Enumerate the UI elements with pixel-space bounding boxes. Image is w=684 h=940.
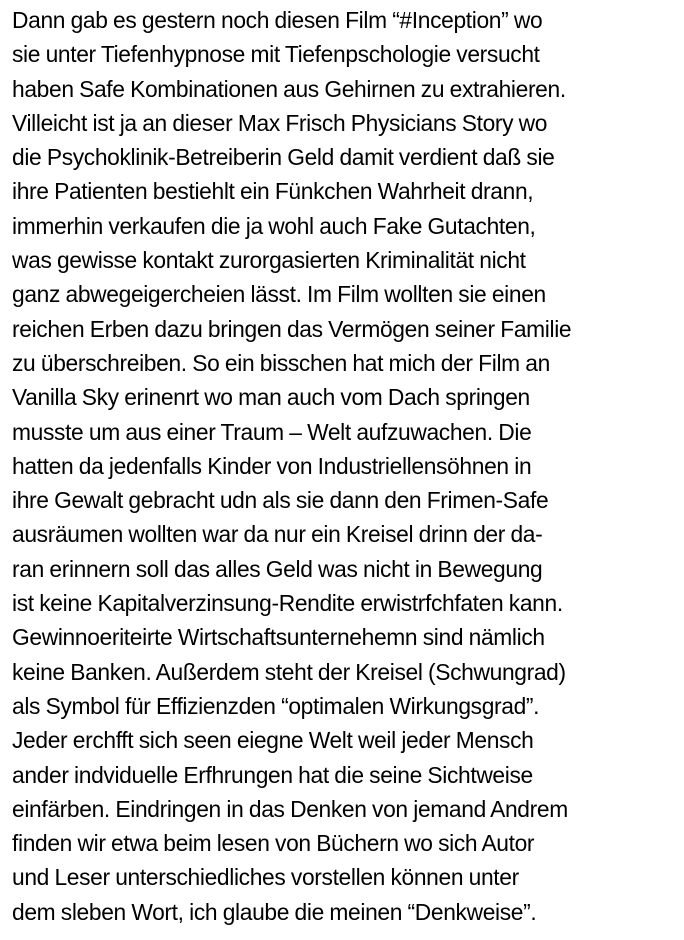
text-line: reichen Erben dazu bringen das Vermögen seiner Familie [12,315,572,342]
text-line: ander indviduelle Erfhrungen hat die seine Sichtweise [12,761,533,788]
text-line: ihre Patienten bestiehlt ein Fünkchen Wahrheit drann, [12,178,534,205]
text-line: und Leser unterschiedliches vorstellen können unter [12,864,519,891]
text-line: ausräumen wollten war da nur ein Kreisel drinn der da- [12,521,543,548]
text-line: einfärben. Eindringen in das Denken von jemand Andrem [12,795,568,822]
text-line: die Psychoklinik-Betreiberin Geld damit verdient daß sie [12,144,555,171]
text-line: Dann gab es gestern noch diesen Film “#Inception” wo [12,7,543,33]
text-line: als Symbol für Effizienzden “optimalen Wirkungsgrad”. [12,692,540,719]
text-line: ganz abwegeigercheien lässt. Im Film wollten sie einen [12,281,546,308]
text-line: ihre Gewalt gebracht udn als sie dann den Frimen-Safe [12,487,549,514]
text-line: hatten da jedenfalls Kinder von Industriellensöhnen in [12,452,532,479]
text-line: zu überschreiben. So ein bisschen hat mich der Film an [12,349,550,376]
text-line: dem sleben Wort, ich glaube die meinen “Denkweise”. [12,898,537,925]
text-line: ist keine Kapitalverzinsung-Rendite erwistrfchfaten kann. [12,590,563,617]
text-line: finden wir etwa beim lesen von Büchern wo sich Autor [12,830,535,857]
text-line: musste um aus einer Traum – Welt aufzuwachen. Die [12,418,532,445]
text-line: sie unter Tiefenhypnose mit Tiefenpschologie versucht [12,41,540,68]
text-line: haben Safe Kombinationen aus Gehirnen zu extrahieren. [12,75,566,102]
text-line: Gewinnoeriteirte Wirtschaftsunternehemn sind nämlich [12,624,545,651]
text-line: immerhin verkaufen die ja wohl auch Fake Gutachten, [12,212,536,239]
text-line: Jeder erchfft sich seen eiegne Welt weil jeder Mensch [12,727,534,754]
text-line: Vanilla Sky erinenrt wo man auch vom Dach springen [12,384,530,411]
text-line: keine Banken. Außerdem steht der Kreisel (Schwungrad) [12,658,566,685]
text-line: ran erinnern soll das alles Geld was nicht in Bewegung [12,555,543,582]
body-text [12,3,684,929]
text-line: Villeicht ist ja an dieser Max Frisch Physicians Story wo [12,109,548,136]
text-line: was gewisse kontakt zurorgasierten Kriminalität nicht [12,247,526,274]
